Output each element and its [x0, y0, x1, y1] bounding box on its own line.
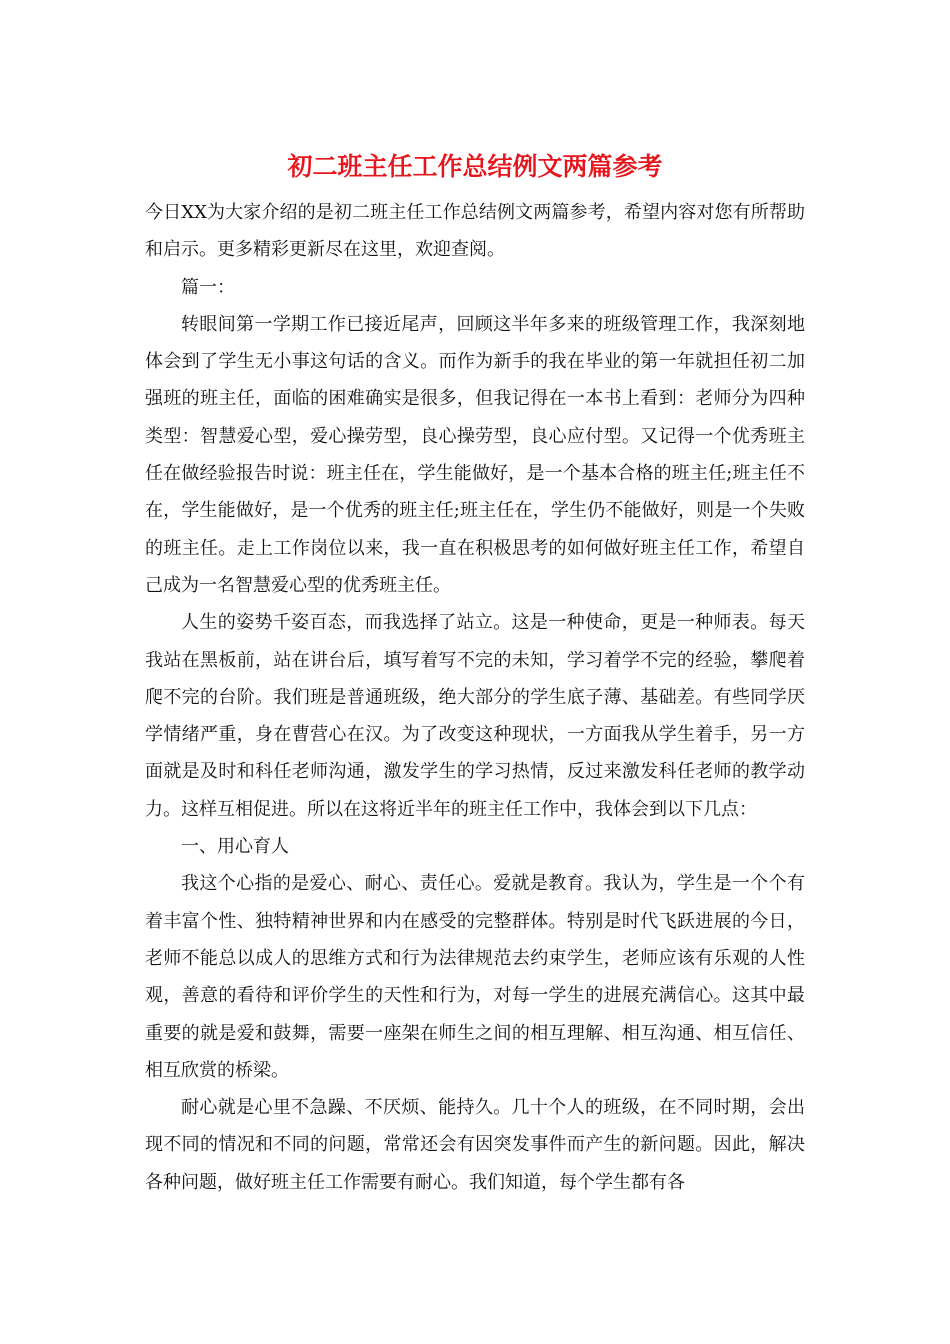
document-title: 初二班主任工作总结例文两篇参考: [287, 152, 663, 181]
body-paragraph: 我这个心指的是爱心、耐心、责任心。爱就是教育。我认为，学生是一个个有着丰富个性、独特精神世界和内在感受的完整群体。特别是时代飞跃进展的今日，老师不能总以成人的思维方式和行为法律规范去约束学生，老师应该有乐观的人性观，善意的看待和评价学生的天性和行为，对每一学生的进展充满信心。这其中最重要的就是爱和鼓舞，需要一座架在师生之间的相互理解、相互沟通、相互信任、相互欣赏的桥梁。: [145, 873, 805, 1081]
body-paragraph: 耐心就是心里不急躁、不厌烦、能持久。几十个人的班级，在不同时期，会出现不同的情况和不同的问题，常常还会有因突发事件而产生的新问题。因此，解决各种问题，做好班主任工作需要有耐心。我们知道，每个学生都有各: [145, 1097, 805, 1193]
intro-paragraph: 今日XX为大家介绍的是初二班主任工作总结例文两篇参考，希望内容对您有所帮助和启示。更多精彩更新尽在这里，欢迎查阅。: [145, 202, 805, 261]
document-body: [145, 194, 805, 1201]
section-heading: 一、用心育人: [181, 836, 289, 858]
body-paragraph: 转眼间第一学期工作已接近尾声，回顾这半年多来的班级管理工作，我深刻地体会到了学生无小事这句话的含义。而作为新手的我在毕业的第一年就担任初二加强班的班主任，面临的困难确实是很多，但我记得在一本书上看到：老师分为四种类型：智慧爱心型，爱心操劳型，良心操劳型，良心应付型。又记得一个优秀班主任在做经验报告时说：班主任在，学生能做好，是一个基本合格的班主任;班主任不在，学生能做好，是一个优秀的班主任;班主任在，学生仍不能做好，则是一个失败的班主任。走上工作岗位以来，我一直在积极思考的如何做好班主任工作，希望自己成为一名智慧爱心型的优秀班主任。: [145, 313, 805, 596]
section-label-part-one: 篇一：: [181, 276, 235, 298]
body-paragraph: 人生的姿势千姿百态，而我选择了站立。这是一种使命，更是一种师表。每天我站在黑板前，站在讲台后，填写着写不完的未知，学习着学不完的经验，攀爬着爬不完的台阶。我们班是普通班级，绝大部分的学生底子薄、基础差。有些同学厌学情绪严重，身在曹营心在汉。为了改变这种现状，一方面我从学生着手，另一方面就是及时和科任老师沟通，激发学生的学习热情，反过来激发科任老师的教学动力。这样互相促进。所以在这将近半年的班主任工作中，我体会到以下几点：: [145, 612, 805, 820]
